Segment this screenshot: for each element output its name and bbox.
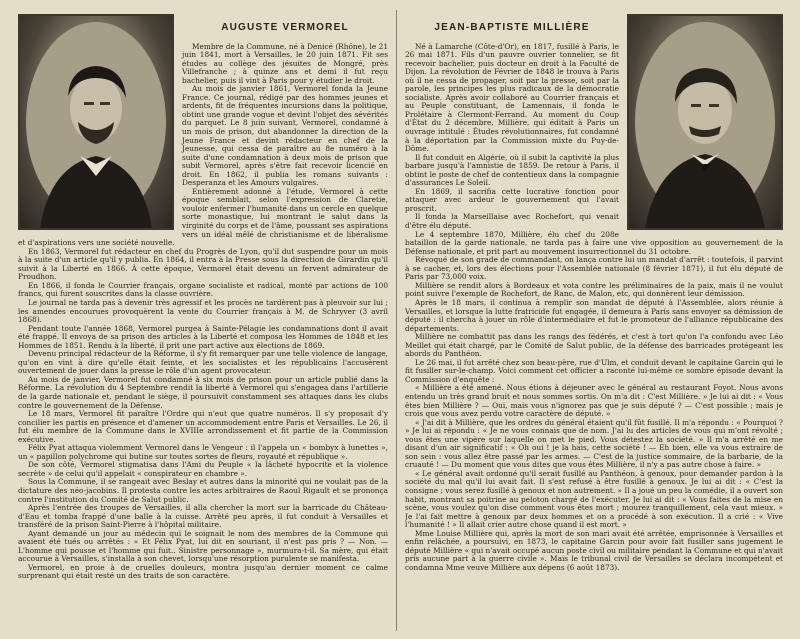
column-divider [396, 10, 397, 631]
left-paragraph: En 1863, Vermorel fut rédacteur en chef du Progrès de Lyon, qu'il dut suspendre pour un mois à la suite d'un article qu'il y publia. En 1864, il entra à la Presse sous la direction de Girardin qu'il suivit à la Liberté en 1866. À cette époque, Vermorel était devenu un fervent admirateur de Proudhon. [18, 246, 388, 282]
right-paragraph: Millière ne combattit pas dans les rangs des fédérés, et c'est à tort qu'on l'a confondu avec Léo Meillet qui était chargé, par le Comité de Salut public, de la défense des barricades protégeant les abords du Panthéon. [405, 332, 783, 359]
left-paragraph: Entièrement adonné à l'étude, Vermorel à cette époque semblait, selon l'expression de Claretie, vouloir enfermer l'humanité dans un cercle en quelque sorte monastique, lui montrant le salut dans la virginité du corps et de l'âme, poussant ses aspirations vers un idéal mêlé de christianisme et de libéralisme et d'aspirations vers une société nouvelle. [18, 186, 388, 248]
left-paragraph: Au mois de janvier 1861, Vermorel fonda la Jeune France. Ce journal, rédigé par des hommes jeunes et ardents, fit de fréquentes incursions dans la politique, obtint une grande vogue et devint l'objet des sévérités du parquet. Le 8 juin suivant, Vermorel, condamné à un mois de prison, dut abandonner la direction de la Jeune France et devint rédacteur en chef de la Jeunesse, qui cessa de paraître au 8e numéro à la suite d'une condamnation à deux mois de prison que subit Vermorel, après s'être fait recevoir licencié en droit. En 1862, il publia les romans suivants : Desperanza et les Amours vulgaires. [182, 84, 388, 188]
right-paragraph: Né à Lamarche (Côte-d'Or), en 1817, fusillé à Paris, le 26 mai 1871. Fils d'un pauvre ouvrier tonnelier, se fit recevoir bachelier, puis docteur en droit à la Faculté de Dijon. La révolution de Février de 1848 le trouva à Paris où il ne cessa de propager, soit par la presse, soit par la parole, les principes les plus radicaux de la démocratie socialiste. Après avoir collaboré au Courrier français et au Peuple constituant, de Lamennais, il fonda le Prolétaire à Clermont-Ferrand. Au moment du Coup d'État du 2 décembre, Millière, qui éditait à Paris un ouvrage intitulé : Études révolutionnaires, fut condamné à la déportation par la Commission mixte du Puy-de-Dôme. [405, 41, 619, 154]
right-paragraph: Millière se rendit alors à Bordeaux et vota contre les préliminaires de la paix, mais il ne voulut point suivre l'exemple de Rochefort, de Ranc, de Malon, etc, qui donnèrent leur démission. [405, 280, 783, 299]
portrait-vermorel [18, 14, 174, 230]
portrait-vermorel-drawing [20, 16, 172, 228]
left-paragraph: Devenu principal rédacteur de la Réforme, il s'y fit remarquer par une telle violence de langage, qu'on en vint à dire qu'elle était feinte, et les socialistes et les républicains l'accusèrent ouvertement de jouer dans la presse le rôle d'un agent provocateur. [18, 349, 388, 376]
left-paragraph: Ayant demandé un jour au médecin qui le soignait le nom des membres de la Commune qui avaient été tués ou arrêtés : « Et Félix Pyat, lui dit en souriant, il n'est pas pris ? — Non. — L'homme qui pousse et l'homme qui fuit.. Sinistre personnage », murmura-t-il. Sa mère, qui était accourue à Versailles, s'installa à son chevet, lorsqu'une résorption purulente se manifesta. [18, 528, 388, 564]
right-paragraph: En 1869, il sacrifia cette lucrative fonction pour attaquer avec ardeur le gouvernement qui l'avait proscrit. [405, 186, 619, 213]
right-paragraph: « Millière a été amené. Nous étions à déjeuner avec le général au restaurant Foyot. Nous avons entendu un très grand bruit et nous sommes sortis. On m'a dit : C'est Millière. » Je lui ai dit : « Vous êtes bien Millière ? — Oui, mais vous n'ignorez pas que je suis député ? — C'est possible ; mais je crois que vous avez perdu votre caractère de député. » [405, 383, 783, 419]
left-paragraph: Félix Pyat attaqua violemment Vermorel dans le Vengeur : il l'appela un « bombyx à lunettes », un « papillon polychrome qui butine sur toutes sortes de fleurs, royauté et république ». [18, 443, 388, 461]
right-paragraph: Révoqué de son grade de commandant, on lança contre lui un mandat d'arrêt : toutefois, il parvint à se cacher, et, lors des élections pour l'Assemblée nationale (8 février 1871), il fut élu député de Paris par 73,000 voix. [405, 255, 783, 282]
column-milliere [405, 14, 783, 633]
column-vermorel [18, 14, 388, 633]
title-vermorel: AUGUSTE VERMOREL [221, 22, 349, 33]
right-paragraph: « J'ai dit à Millière, que les ordres du général étaient qu'il fût fusillé. Il m'a répondu : « Pourquoi ? » Je lui ai répondu : « Je ne vous connais que de nom. J'ai lu des articles de vous qui m'ont révolté ; vous êtes une vipère sur laquelle on met le pied. Vous détestez la société. » Il m'a arrêté en me disant d'un air significatif : « Oh oui ! je la hais, cette société ! — Eh bien, elle va vous extraire de son sein : vous allez être passé par les armes. — C'est de la justice sommaire, de la barbarie, de la cruauté ! — Du moment que vous dites que vous êtes Millière, il n'y a pas autre chose à faire. » [405, 417, 783, 470]
left-paragraph: Sous la Commune, il se rangeait avec Beslay et autres dans la minorité qui ne voulait pas de la dictature des néo-jacobins. Il protesta contre les actes arbitraires de Raoul Rigault et se prononça contre l'institution du Comité de Salut public. [18, 477, 388, 504]
left-paragraph: En 1866, il fonda le Courrier français, organe socialiste et radical, monté par actions de 100 francs, qui furent souscrites dans la classe ouvrière. [18, 280, 388, 299]
portrait-milliere-drawing [629, 16, 781, 228]
left-paragraph: Membre de la Commune, né à Denicé (Rhône), le 21 juin 1841, mort à Versailles, le 20 juin 1871. Fit ses études au collège des jésuites de Mongré, près Villefranche ; à quinze ans et demi il fut reçu bachelier, puis il vint à Paris pour y étudier le droit. [182, 41, 388, 85]
left-paragraph: Au mois de janvier, Vermorel fut condamné à six mois de prison pour un article publié dans la Réforme. La révolution du 4 Septembre rendit la liberté à Vermorel qui s'engagea dans l'artillerie de la garde nationale et, pendant le siège, il poursuivit constamment ses attaques dans les clubs contre le gouvernement de la Défense. [18, 374, 388, 410]
left-paragraph: De son côté, Vermorel stigmatisa dans l'Ami du Peuple « la lâcheté hypocrite et la violence secrète » de celui qu'il appelait « conspirateur en chambre ». [18, 460, 388, 478]
left-paragraph: Le 18 mars, Vermorel fit paraître l'Ordre qui n'eut que quatre numéros. Il s'y proposait d'y concilier les partis en présence et d'amener un accommodement entre Paris et Versailles. Le 26, il fut élu membre de la Commune dans le XVIIIe arrondissement et fit partie de la Commission exécutive. [18, 409, 388, 444]
right-paragraph: Après le 18 mars, il continua à remplir son mandat de député à l'Assemblée, alors réunie à Versailles, et lorsque la lutte fratricide fut engagée, il demeura à Paris sans envoyer sa démission de député : il chercha à jouer un rôle d'intermédiaire et fut le promoteur de l'alliance républicaine des départements. [405, 297, 783, 333]
right-paragraph: Le 26 mai, il fut arrêté chez son beau-père, rue d'Ulm, et conduit devant le capitaine Garcin qui le fit fusiller sur-le-champ. Voici comment cet officier a raconté lui-même ce sombre épisode devant la Commission d'enquête : [405, 357, 783, 384]
left-paragraph: Pendant toute l'année 1868, Vermorel purgea à Sainte-Pélagie les condamnations dont il avait été frappé. Il envoya de sa prison des articles à la Liberté et composa les Hommes de 1848 et les Hommes de 1851. Rendu à la liberté, il prit une part active aux élections de 1869. [18, 323, 388, 350]
portrait-milliere [627, 14, 783, 230]
right-paragraph: Mme Louise Millière qui, après la mort de son mari avait été arrêtée, emprisonnée à Versailles et enfin relâchée, a poursuivi, en 1873, le capitaine Garcin pour avoir fait fusiller sans jugement le député Millière « qui n'avait occupé aucun poste civil ou militaire pendant la Commune et qui n'avait pris aucune part à la guerre civile ». Mais le tribunal civil de Versailles se déclara incompétent et condamna Mme veuve Millière aux dépens (6 août 1873). [405, 528, 783, 572]
right-paragraph: « Le général avait ordonné qu'il serait fusillé au Panthéon, à genoux, pour demander pardon à la société du mal qu'il lui avait fait. Il s'est refusé à être fusillé à genoux. Je lui ai dit : « C'est la consigne ; vous serez fusillé à genoux et non autrement. » Il a joué un peu la comédie, il a ouvert son habit, montrant sa poitrine au peloton chargé de l'exécuter. Je lui ai dit : « Vous faites de la mise en scène, vous voulez qu'on dise comment vous êtes mort ; mourez tranquillement, cela vaut mieux. » Je l'ai fait mettre à genoux par deux hommes et on a procédé à son exécution. Il a crié : « Vive l'humanité ! » Il allait crier autre chose quand il est mort. » [405, 468, 783, 530]
right-paragraph: Le 4 septembre 1870, Millière, élu chef du 208e bataillon de la garde nationale, ne tarda pas à faire une vive opposition au gouvernement de la Défense nationale, et prit part au mouvement insurrectionnel du 31 octobre. [405, 229, 783, 256]
left-paragraph: Le journal ne tarda pas à devenir très agressif et les procès ne tardèrent pas à pleuvoir sur lui ; les amendes encourues provoquèrent la vente du Courrier français à M. de Schryver (3 avril 1868). [18, 297, 388, 325]
title-milliere: JEAN-BAPTISTE MILLIÈRE [434, 22, 590, 33]
right-paragraph: Il fonda la Marseillaise avec Rochefort, qui venait d'être élu député. [405, 212, 619, 231]
left-paragraph: Après l'entrée des troupes de Versailles, il alla chercher la mort sur la barricade du Château-d'Eau et tomba frappé d'une balle à la cuisse. Arrêté peu après, il fut conduit à Versailles et transféré de la prison Saint-Pierre à l'hôpital militaire. [18, 503, 388, 530]
right-paragraph: Il fut conduit en Algérie, où il subit la captivité la plus barbare jusqu'à l'amnistie de 1859. De retour à Paris, il obtint le poste de chef de contentieux dans la compagnie d'assurances Le Soleil. [405, 152, 619, 188]
left-paragraph: Vermorel, en proie à de cruelles douleurs, montra jusqu'au dernier moment ce calme surprenant qui était resté un des traits de son caractère. [18, 562, 388, 581]
